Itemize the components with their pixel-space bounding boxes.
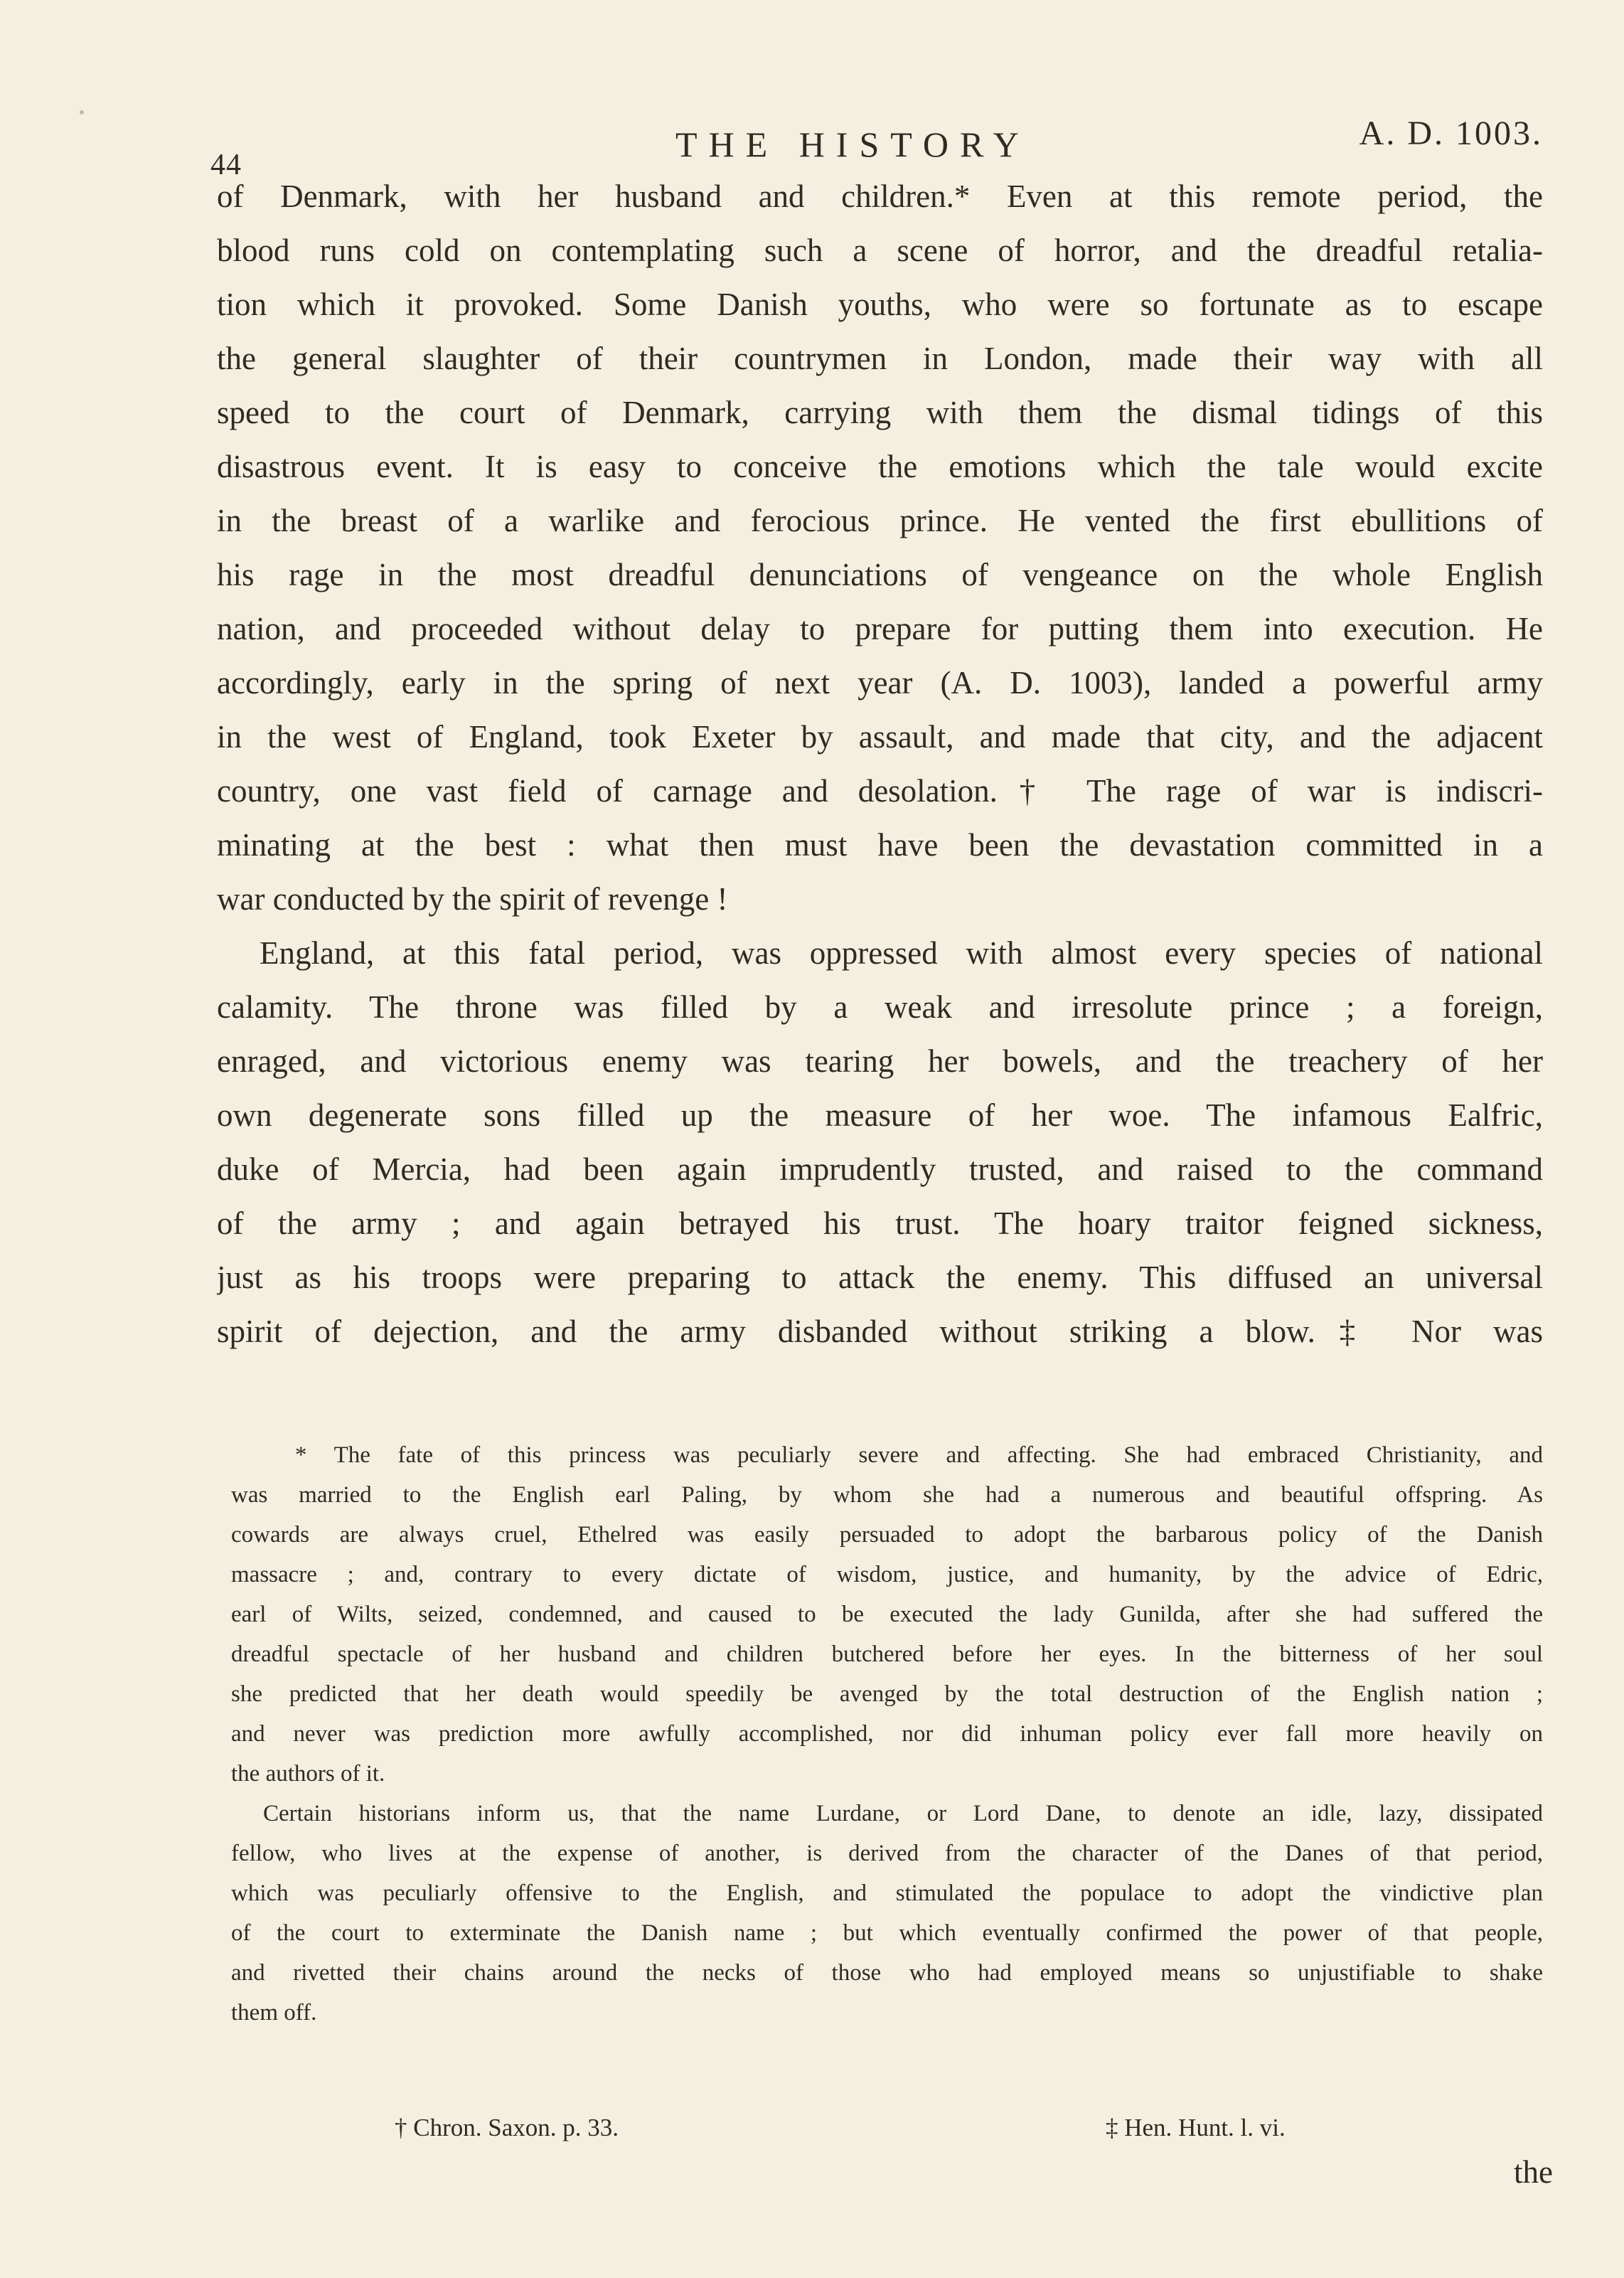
text-line: of Denmark, with her husband and children.* Even at this remote period, the bbox=[217, 179, 1543, 214]
footnote-line: of the court to exterminate the Danish name ; but which eventually confirmed the power of that people, bbox=[231, 1920, 1543, 1946]
references bbox=[395, 2114, 1390, 2154]
footnote-line: dreadful spectacle of her husband and children butchered before her eyes. In the bitterness of her soul bbox=[231, 1641, 1543, 1667]
text-line: in the breast of a warlike and ferocious prince. He vented the first ebullitions of bbox=[217, 503, 1543, 538]
text-line: blood runs cold on contemplating such a scene of horror, and the dreadful retalia- bbox=[217, 233, 1543, 268]
reference-hen: ‡ Hen. Hunt. l. vi. bbox=[1106, 2114, 1286, 2141]
text-line: spirit of dejection, and the army disbanded without striking a blow.‡ Nor was bbox=[217, 1314, 1543, 1349]
footnote-line: them off. bbox=[231, 2000, 317, 2026]
footnote-line: * The fate of this princess was peculiarly severe and affecting. She had embraced Christianity, and bbox=[295, 1442, 1543, 1468]
footnote-line: massacre ; and, contrary to every dictate of wisdom, justice, and humanity, by the advice of Edric, bbox=[231, 1562, 1543, 1587]
text-line: duke of Mercia, had been again imprudently trusted, and raised to the command bbox=[217, 1151, 1543, 1187]
running-title: THE HISTORY bbox=[675, 124, 1030, 164]
text-line: in the west of England, took Exeter by assault, and made that city, and the adjacent bbox=[217, 719, 1543, 755]
page-header bbox=[206, 105, 1543, 181]
text-line: calamity. The throne was filled by a weak and irresolute prince ; a foreign, bbox=[217, 989, 1543, 1025]
reference-chron: † Chron. Saxon. p. 33. bbox=[395, 2114, 619, 2141]
footnote-line: the authors of it. bbox=[231, 1761, 385, 1787]
text-line: the general slaughter of their countrymen in London, made their way with all bbox=[217, 341, 1543, 376]
text-line: enraged, and victorious enemy was tearing her bowels, and the treachery of her bbox=[217, 1043, 1543, 1079]
text-line: of the army ; and again betrayed his trust. The hoary traitor feigned sickness, bbox=[217, 1205, 1543, 1241]
footnote-line: was married to the English earl Paling, by whom she had a numerous and beautiful offspring. As bbox=[231, 1482, 1543, 1508]
paper-speck bbox=[80, 110, 84, 115]
text-line: his rage in the most dreadful denunciations of vengeance on the whole English bbox=[217, 557, 1543, 592]
catchword: the bbox=[1514, 2154, 1553, 2190]
text-line: speed to the court of Denmark, carrying with them the dismal tidings of this bbox=[217, 395, 1543, 430]
footnote-line: fellow, who lives at the expense of another, is derived from the character of the Danes of that period, bbox=[231, 1841, 1543, 1866]
text-line: minating at the best : what then must have been the devastation committed in a bbox=[217, 827, 1543, 863]
text-line: war conducted by the spirit of revenge ! bbox=[217, 881, 728, 917]
footnotes bbox=[231, 1435, 1543, 2033]
text-line: just as his troops were preparing to attack the enemy. This diffused an universal bbox=[217, 1260, 1543, 1295]
page-number: 44 bbox=[210, 149, 242, 181]
footnote-line: which was peculiarly offensive to the English, and stimulated the populace to adopt the vindictive plan bbox=[231, 1880, 1543, 1906]
footnote-line: earl of Wilts, seized, condemned, and caused to be executed the lady Gunilda, after she had suffered the bbox=[231, 1602, 1543, 1627]
main-text bbox=[217, 169, 1543, 1358]
footnote-line: and never was prediction more awfully accomplished, nor did inhuman policy ever fall more heavily on bbox=[231, 1721, 1543, 1747]
footnote-line: cowards are always cruel, Ethelred was easily persuaded to adopt the barbarous policy of the Danish bbox=[231, 1522, 1543, 1548]
footnote-line: she predicted that her death would speedily be avenged by the total destruction of the English nation ; bbox=[231, 1681, 1543, 1707]
footnote-line: and rivetted their chains around the necks of those who had employed means so unjustifiable to shake bbox=[231, 1960, 1543, 1986]
text-line: nation, and proceeded without delay to prepare for putting them into execution. He bbox=[217, 611, 1543, 646]
text-line: country, one vast field of carnage and desolation.† The rage of war is indiscri- bbox=[217, 773, 1543, 809]
text-line: England, at this fatal period, was oppressed with almost every species of national bbox=[260, 935, 1543, 971]
text-line: tion which it provoked. Some Danish youths, who were so fortunate as to escape bbox=[217, 287, 1543, 322]
running-year: A. D. 1003. bbox=[1359, 115, 1543, 152]
text-line: accordingly, early in the spring of next year (A. D. 1003), landed a powerful army bbox=[217, 665, 1543, 701]
text-line: own degenerate sons filled up the measure of her woe. The infamous Ealfric, bbox=[217, 1097, 1543, 1133]
footnote-line: Certain historians inform us, that the name Lurdane, or Lord Dane, to denote an idle, lazy, dissipated bbox=[263, 1801, 1543, 1826]
text-line: disastrous event. It is easy to conceive the emotions which the tale would excite bbox=[217, 449, 1543, 484]
